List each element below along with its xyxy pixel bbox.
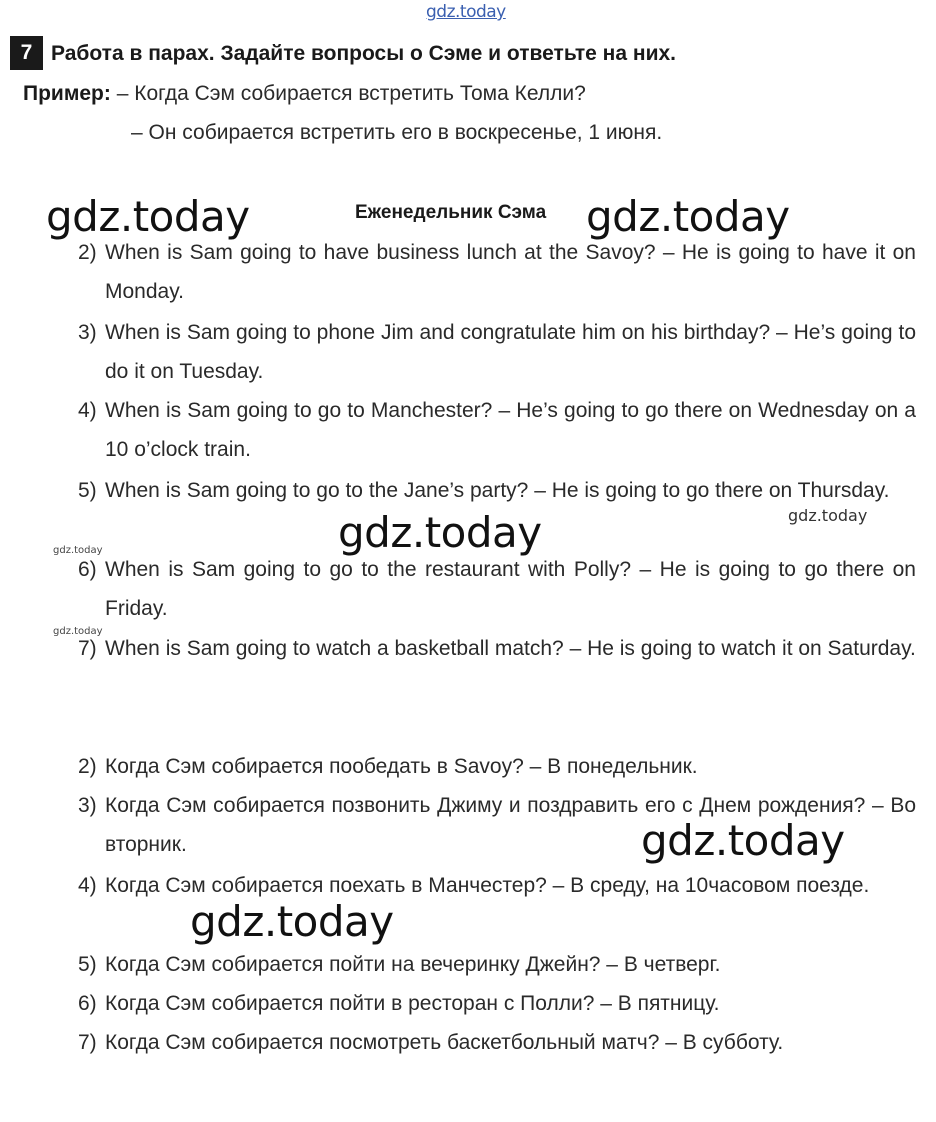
item-number: 2)	[78, 755, 97, 778]
item-text: When is Sam going to phone Jim and congratulate him on his birthday? – He’s going to do it on Tuesday.	[105, 321, 916, 383]
item-number: 5)	[78, 479, 97, 502]
watermark-tiny-1: gdz.today	[53, 545, 103, 556]
english-item-7	[78, 629, 916, 668]
russian-item-4	[78, 866, 916, 905]
item-text: Когда Сэм собирается пойти на вечеринку Джейн? – В четверг.	[105, 953, 721, 976]
item-number: 7)	[78, 1031, 97, 1054]
russian-item-7	[78, 1023, 916, 1062]
item-text: When is Sam going to watch a basketball match? – He is going to watch it on Saturday.	[105, 637, 916, 660]
watermark-small: gdz.today	[788, 506, 868, 525]
item-text: When is Sam going to have business lunch at the Savoy? – He is going to have it on Monday.	[105, 241, 916, 303]
section-subtitle: Еженедельник Сэма	[355, 202, 547, 223]
item-text: Когда Сэм собирается позвонить Джиму и поздравить его с Днем рождения? – Во вторник.	[105, 794, 916, 856]
russian-item-6	[78, 984, 916, 1023]
russian-item-3	[78, 786, 916, 864]
example-label: Пример:	[23, 82, 111, 105]
item-number: 4)	[78, 874, 97, 897]
english-item-6	[78, 550, 916, 628]
item-text: Когда Сэм собирается посмотреть баскетбольный матч? – В субботу.	[105, 1031, 784, 1054]
english-item-5	[78, 471, 916, 510]
english-item-2	[78, 233, 916, 311]
example-answer: – Он собирается встретить его в воскресенье, 1 июня.	[131, 121, 663, 144]
item-text: When is Sam going to go to the restaurant with Polly? – He is going to go there on Friday.	[105, 558, 916, 620]
watermark-large-4: gdz.today	[641, 816, 845, 865]
example-question: – Когда Сэм собирается встретить Тома Келли?	[110, 82, 586, 105]
item-number: 6)	[78, 992, 97, 1015]
watermark-large-3: gdz.today	[338, 508, 542, 557]
watermark-tiny-2: gdz.today	[53, 626, 103, 637]
watermark-top: gdz.today	[426, 2, 506, 22]
example-question-line	[23, 82, 586, 106]
item-text: When is Sam going to go to Manchester? – He’s going to go there on Wednesday on a 10 o’clock train.	[105, 399, 916, 461]
item-number: 2)	[78, 241, 97, 264]
item-number: 3)	[78, 794, 97, 817]
watermark-large-2: gdz.today	[586, 192, 790, 241]
item-text: Когда Сэм собирается поехать в Манчестер? – В среду, на 10часовом поезде.	[105, 874, 870, 897]
watermark-large-5: gdz.today	[190, 897, 394, 946]
russian-item-2	[78, 747, 916, 786]
item-text: Когда Сэм собирается пообедать в Savoy? – В понедельник.	[105, 755, 698, 778]
english-item-3	[78, 313, 916, 391]
item-number: 5)	[78, 953, 97, 976]
item-number: 6)	[78, 558, 97, 581]
item-number: 4)	[78, 399, 97, 422]
item-text: When is Sam going to go to the Jane’s party? – He is going to go there on Thursday.	[105, 479, 890, 502]
item-text: Когда Сэм собирается пойти в ресторан с Полли? – В пятницу.	[105, 992, 720, 1015]
russian-item-5	[78, 945, 916, 984]
english-item-4	[78, 391, 916, 469]
item-number: 3)	[78, 321, 97, 344]
item-number: 7)	[78, 637, 97, 660]
task-number-badge: 7	[10, 36, 43, 70]
task-title: Работа в парах. Задайте вопросы о Сэме и ответьте на них.	[51, 42, 676, 65]
watermark-large-1: gdz.today	[46, 192, 250, 241]
